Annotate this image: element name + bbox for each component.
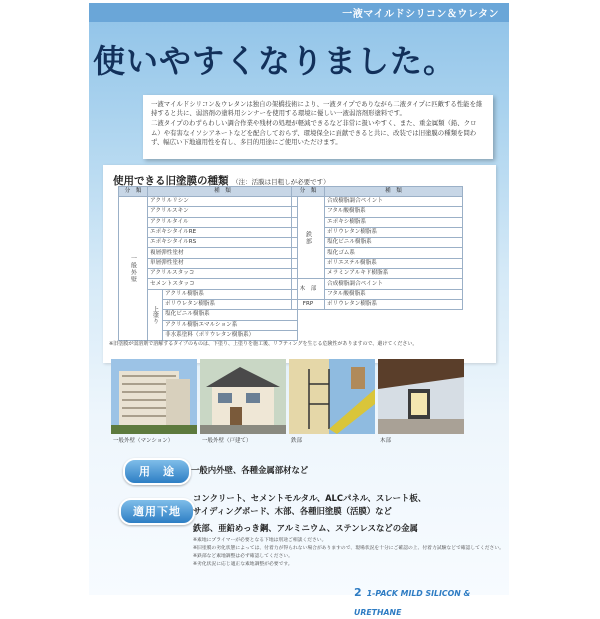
footnote: ※旧塗膜の劣化状態によっては、付着力が得られない場合がありますので、現場状況を十分にご確認の上、付着力試験などで確認してください。 (193, 546, 504, 551)
table-note: ※旧塗膜が弱溶剤で溶解するタイプのものは、下塗り、上塗りを施工後、リフティングを生じる危険性がありますので、避けてください。 (109, 341, 418, 347)
wooden-eaves-photo (378, 359, 464, 434)
old-coating-table-right (291, 186, 463, 310)
table-cell: 単層弾性塗材 (148, 258, 298, 268)
section-title-text: 使用できる旧塗膜の種類 (113, 175, 229, 187)
footnote: ※劣化状況に応じ適正な素地調整が必要です。 (193, 562, 293, 567)
house-photo (200, 359, 286, 434)
uses-badge: 用 途 (123, 458, 191, 485)
table-cell: フタル酸樹脂系 (325, 207, 463, 217)
page-footer (354, 581, 509, 617)
footer-product-name: 1-PACK MILD SILICON & URETHANE (354, 589, 471, 617)
table-cell: 非水系塗料（ポリウレタン樹脂系） (163, 330, 298, 340)
table-cell: 合成樹脂調合ペイント (325, 279, 463, 289)
steel-stair-photo (289, 359, 375, 434)
table-cell: アクリルタイル (148, 217, 298, 227)
table-header: 分 類 (292, 187, 325, 197)
table-header: 種 類 (325, 187, 463, 197)
apartment-photo (111, 359, 197, 434)
table-cell: アクリルリシン (148, 197, 298, 207)
photo-caption: 木部 (380, 438, 392, 444)
table-cell: ポリウレタン樹脂系 (163, 299, 298, 309)
table-cell: エポキシタイルRS (148, 238, 298, 248)
table-cell: エポキシ樹脂系 (325, 217, 463, 227)
group-label: 鉄部 (292, 197, 325, 279)
footnote: ※鉄部など素地調整は必ず確認してください。 (193, 554, 293, 559)
table-cell: フタル酸樹脂系 (325, 289, 463, 299)
table-cell: アクリル樹脂エマルション系 (163, 320, 298, 330)
intro-paragraph-2: 二液タイプのわずらわしい調合作業や残材の処理が軽減できるなど非常に扱いやすく、また、重金属類（鉛、クロム）や有害なイソシアネートなどを配合しておらず、環境保全に貢献できると共に、改装では旧塗膜の種類を問わず、幅広い下地適用性を有し、多目的用途にご使用いただけます。 (151, 119, 477, 146)
group-label: 木 部 (292, 279, 325, 300)
table-cell: メラミンアルキド樹脂系 (325, 269, 463, 279)
intro-paragraph-1: 一液マイルドシリコン＆ウレタンは独自の架橋技術により、一液タイプでありながら二液タイプに匹敵する性能を維持すると共に、弱溶剤の塗料用シンナーを使用する環境に優しい一液弱溶剤形塗料です。 (151, 100, 483, 118)
header-title: 一液マイルドシリコン＆ウレタン (342, 9, 499, 20)
table-cell: アクリル樹脂系 (163, 289, 298, 299)
header-bar (89, 3, 509, 22)
sub-group-label: 上塗り (148, 289, 163, 340)
substrate-badge: 適用下地 (119, 498, 195, 525)
intro-box (143, 95, 493, 159)
section-title-note: （注：活膜は目粗しが必要です） (232, 178, 330, 186)
group-label: 一般外壁 (119, 197, 148, 341)
uses-text: 一般内外壁、各種金属部材など (191, 465, 309, 475)
table-header: 種 類 (148, 187, 298, 197)
footnote: ※素地にプライマーが必要となる下地は別途ご相談ください。 (193, 538, 327, 543)
table-cell: エポキシタイルRE (148, 227, 298, 237)
substrate-line-2: サイディングボード、木部、各種旧塗膜（活膜）など (193, 506, 392, 516)
photo-caption: 一般外壁（マンション） (113, 438, 174, 444)
old-coating-table-left (118, 186, 298, 341)
table-cell: セメントスタッコ (148, 279, 298, 289)
table-cell: ポリウレタン樹脂系 (325, 299, 463, 309)
substrate-line-1: コンクリート、セメントモルタル、ALCパネル、スレート板、 (193, 493, 427, 503)
table-cell: アクリルスタッコ (148, 269, 298, 279)
substrate-line-3: 鉄部、亜鉛めっき鋼、アルミニウム、ステンレスなどの金属 (193, 523, 418, 533)
table-cell: ポリエステル樹脂系 (325, 258, 463, 268)
table-header: 分 類 (119, 187, 148, 197)
table-cell: ポリウレタン樹脂系 (325, 227, 463, 237)
page-number: 2 (354, 586, 362, 599)
table-cell: アクリルスキン (148, 207, 298, 217)
table-cell: 塩化ゴム系 (325, 248, 463, 258)
headline: 使いやすくなりました。 (93, 42, 457, 80)
photo-caption: 一般外壁（戸建て） (202, 438, 252, 444)
table-cell: 塩化ビニル樹脂系 (163, 310, 298, 320)
group-label: FRP (292, 299, 325, 309)
photo-caption: 鉄部 (291, 438, 303, 444)
table-cell: 複層弾性塗材 (148, 248, 298, 258)
table-cell: 合成樹脂調合ペイント (325, 197, 463, 207)
catalog-page (89, 3, 509, 617)
table-cell: 塩化ビニル樹脂系 (325, 238, 463, 248)
